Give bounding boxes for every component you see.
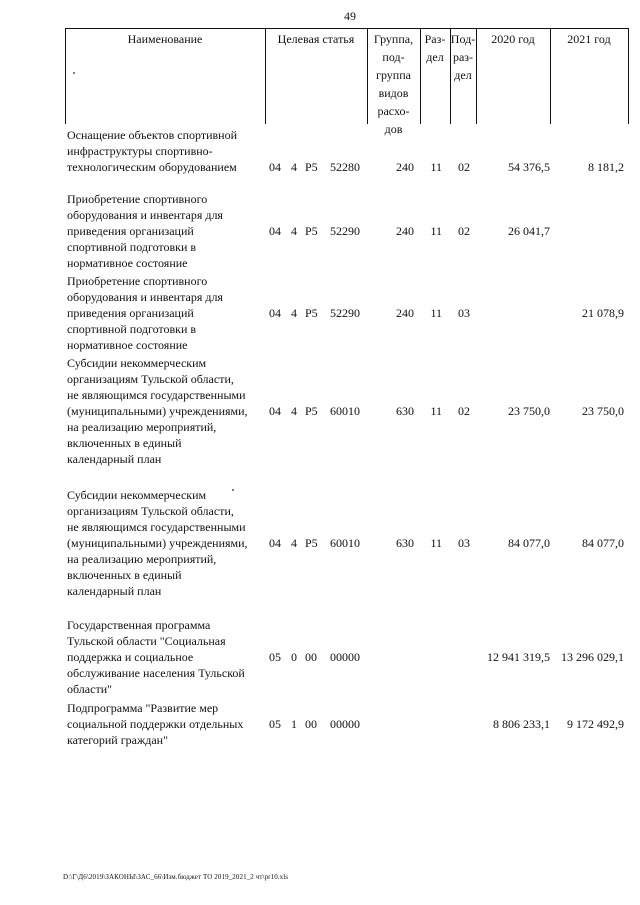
header-year-2021: 2021 год (567, 32, 611, 46)
row-name: Субсидии некоммерческим организациям Тульской области, не являющимся государственными (муниципальными) учреждениями, на реализацию мероприятий, включенных в единый календарный план (67, 356, 248, 466)
code-program: 04 (269, 536, 281, 550)
cell-subsection: 02 (458, 224, 470, 238)
code-subprogram: 4 (291, 160, 297, 174)
cell-section: 11 (430, 224, 442, 238)
code-direction: 00000 (330, 650, 360, 664)
cell-2021: 23 750,0 (582, 404, 624, 418)
cell-2020: 84 077,0 (508, 536, 550, 550)
cell-section: 11 (430, 160, 442, 174)
code-element: P5 (305, 306, 318, 320)
code-direction: 00000 (330, 717, 360, 731)
code-direction: 52290 (330, 224, 360, 238)
code-element: P5 (305, 224, 318, 238)
code-element: P5 (305, 404, 318, 418)
code-program: 04 (269, 160, 281, 174)
cell-2021: 84 077,0 (582, 536, 624, 550)
code-element: P5 (305, 160, 318, 174)
cell-group: 240 (396, 306, 414, 320)
cell-2020: 12 941 319,5 (487, 650, 550, 664)
header-target: Целевая статья (277, 32, 355, 46)
row-name: Приобретение спортивного оборудования и инвентаря для приведения организаций спортивной подготовки в нормативное состояние (67, 274, 223, 352)
cell-subsection: 03 (458, 536, 470, 550)
header-border (628, 28, 629, 124)
header-group: Группа, под- группа видов расхо- дов (373, 32, 414, 136)
cell-2020: 54 376,5 (508, 160, 550, 174)
row-name: Государственная программа Тульской области "Социальная поддержка и социальное обслуживание населения Тульской области" (67, 618, 245, 696)
cell-subsection: 02 (458, 404, 470, 418)
row-name: Оснащение объектов спортивной инфраструктуры спортивно- технологическим оборудованием (67, 128, 238, 174)
row-name: Подпрограмма "Развитие мер социальной поддержки отдельных категорий граждан" (67, 701, 244, 747)
cell-2021: 8 181,2 (588, 160, 624, 174)
cell-2021: 21 078,9 (582, 306, 624, 320)
code-direction: 60010 (330, 404, 360, 418)
code-program: 04 (269, 224, 281, 238)
code-direction: 52290 (330, 306, 360, 320)
code-program: 05 (269, 717, 281, 731)
code-subprogram: 4 (291, 306, 297, 320)
cell-2021: 9 172 492,9 (567, 717, 624, 731)
code-direction: 60010 (330, 536, 360, 550)
code-element: 00 (305, 650, 317, 664)
header-section: Раз- дел (424, 32, 446, 64)
code-subprogram: 4 (291, 404, 297, 418)
table-header (65, 24, 629, 136)
cell-section: 11 (430, 404, 442, 418)
code-element: 00 (305, 717, 317, 731)
row-name: Приобретение спортивного оборудования и инвентаря для приведения организаций спортивной подготовки в нормативное состояние (67, 192, 223, 270)
page-number: 49 (344, 9, 356, 23)
cell-2021: 13 296 029,1 (561, 650, 624, 664)
code-program: 05 (269, 650, 281, 664)
header-name: Наименование (127, 32, 203, 46)
cell-section: 11 (430, 536, 442, 550)
cell-group: 630 (396, 536, 414, 550)
cell-2020: 26 041,7 (508, 224, 550, 238)
code-subprogram: 1 (291, 717, 297, 731)
code-subprogram: 4 (291, 224, 297, 238)
header-subsection: Под- раз- дел (450, 32, 476, 82)
code-element: P5 (305, 536, 318, 550)
cell-2020: 23 750,0 (508, 404, 550, 418)
code-subprogram: 0 (291, 650, 297, 664)
cell-group: 240 (396, 160, 414, 174)
header-top-border (65, 28, 629, 29)
code-program: 04 (269, 306, 281, 320)
code-direction: 52280 (330, 160, 360, 174)
scan-speck (73, 72, 75, 74)
cell-subsection: 02 (458, 160, 470, 174)
row-name: Субсидии некоммерческим организациям Тульской области, не являющимся государственными (муниципальными) учреждениями, на реализацию мероприятий, включенных в единый календарный план (67, 488, 248, 598)
cell-group: 240 (396, 224, 414, 238)
cell-section: 11 (430, 306, 442, 320)
file-path-footer: D:\Г\Д6\2019\ЗАКОНЫ\ЗАС_66\Изм.бюджет ТО 2019_2021_2 чт\pr10.xls (63, 873, 289, 881)
cell-subsection: 03 (458, 306, 470, 320)
header-year-2020: 2020 год (491, 32, 535, 46)
cell-group: 630 (396, 404, 414, 418)
code-subprogram: 4 (291, 536, 297, 550)
code-program: 04 (269, 404, 281, 418)
cell-2020: 8 806 233,1 (493, 717, 550, 731)
